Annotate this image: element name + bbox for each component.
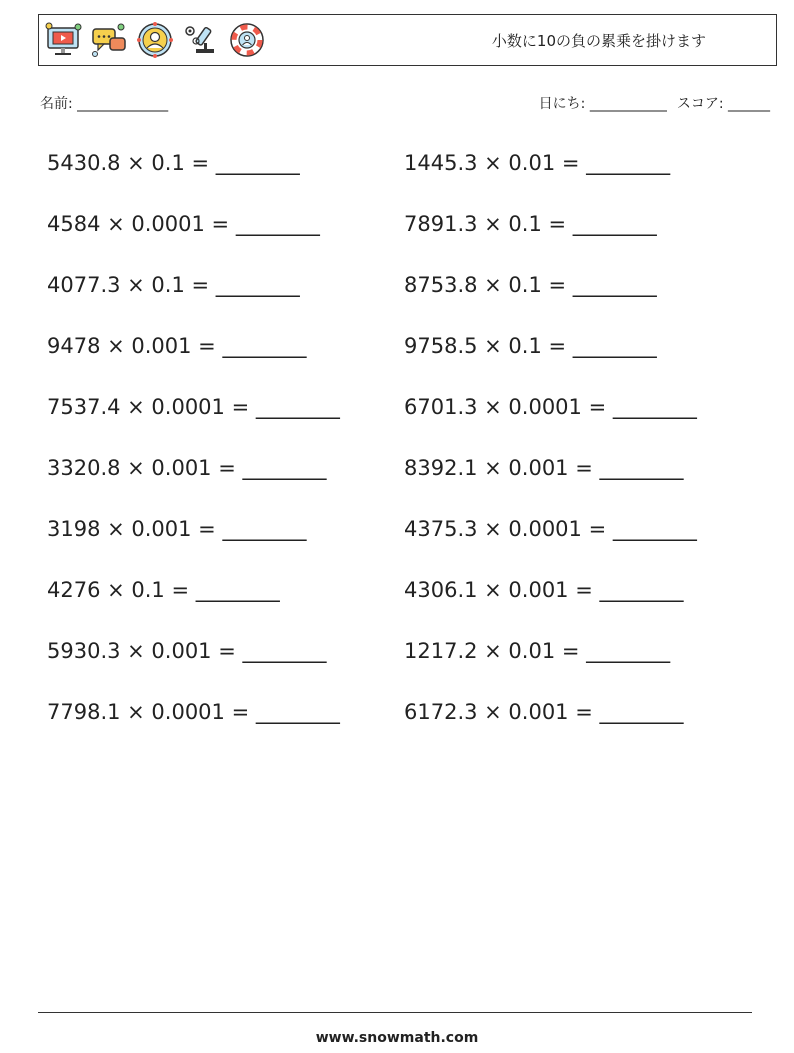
problem-item: 1217.2 × 0.01 = ________: [404, 639, 671, 663]
problem-item: 1445.3 × 0.01 = ________: [404, 151, 671, 175]
problem-item: 7798.1 × 0.0001 = ________: [47, 700, 340, 724]
problem-item: 9758.5 × 0.1 = ________: [404, 334, 657, 358]
problem-item: 5430.8 × 0.1 = ________: [47, 151, 300, 175]
problem-item: 6172.3 × 0.001 = ________: [404, 700, 684, 724]
problem-item: 4306.1 × 0.001 = ________: [404, 578, 684, 602]
user-profile-icon: [136, 21, 174, 59]
microscope-icon: [182, 21, 220, 59]
problem-item: 4077.3 × 0.1 = ________: [47, 273, 300, 297]
problem-item: 3198 × 0.001 = ________: [47, 517, 307, 541]
footer-divider: [38, 1012, 752, 1013]
problem-item: 3320.8 × 0.001 = ________: [47, 456, 327, 480]
problem-item: 9478 × 0.001 = ________: [47, 334, 307, 358]
problem-item: 7891.3 × 0.1 = ________: [404, 212, 657, 236]
problem-item: 8392.1 × 0.001 = ________: [404, 456, 684, 480]
chat-bubbles-icon: [90, 21, 128, 59]
problem-item: 4584 × 0.0001 = ________: [47, 212, 320, 236]
footer-site-link[interactable]: www.snowmath.com: [315, 1030, 479, 1046]
problem-item: 5930.3 × 0.001 = ________: [47, 639, 327, 663]
problem-item: 4276 × 0.1 = ________: [47, 578, 280, 602]
problem-grid: [47, 145, 767, 755]
date-score-fields: [539, 93, 770, 113]
date-field: 日にち: ___________: [538, 96, 667, 112]
problem-item: 6701.3 × 0.0001 = ________: [404, 395, 697, 419]
problem-item: 8753.8 × 0.1 = ________: [404, 273, 657, 297]
score-field: スコア: ______: [676, 96, 770, 112]
problem-item: 7537.4 × 0.0001 = ________: [47, 395, 340, 419]
worksheet-title: 小数に10の負の累乗を掛けます: [491, 32, 706, 50]
monitor-video-icon: [44, 21, 82, 59]
worksheet-header: [38, 14, 777, 66]
problem-item: 4375.3 × 0.0001 = ________: [404, 517, 697, 541]
header-icons: [44, 21, 266, 59]
name-field: 名前: _____________: [40, 96, 169, 112]
lifebuoy-support-icon: [228, 21, 266, 59]
